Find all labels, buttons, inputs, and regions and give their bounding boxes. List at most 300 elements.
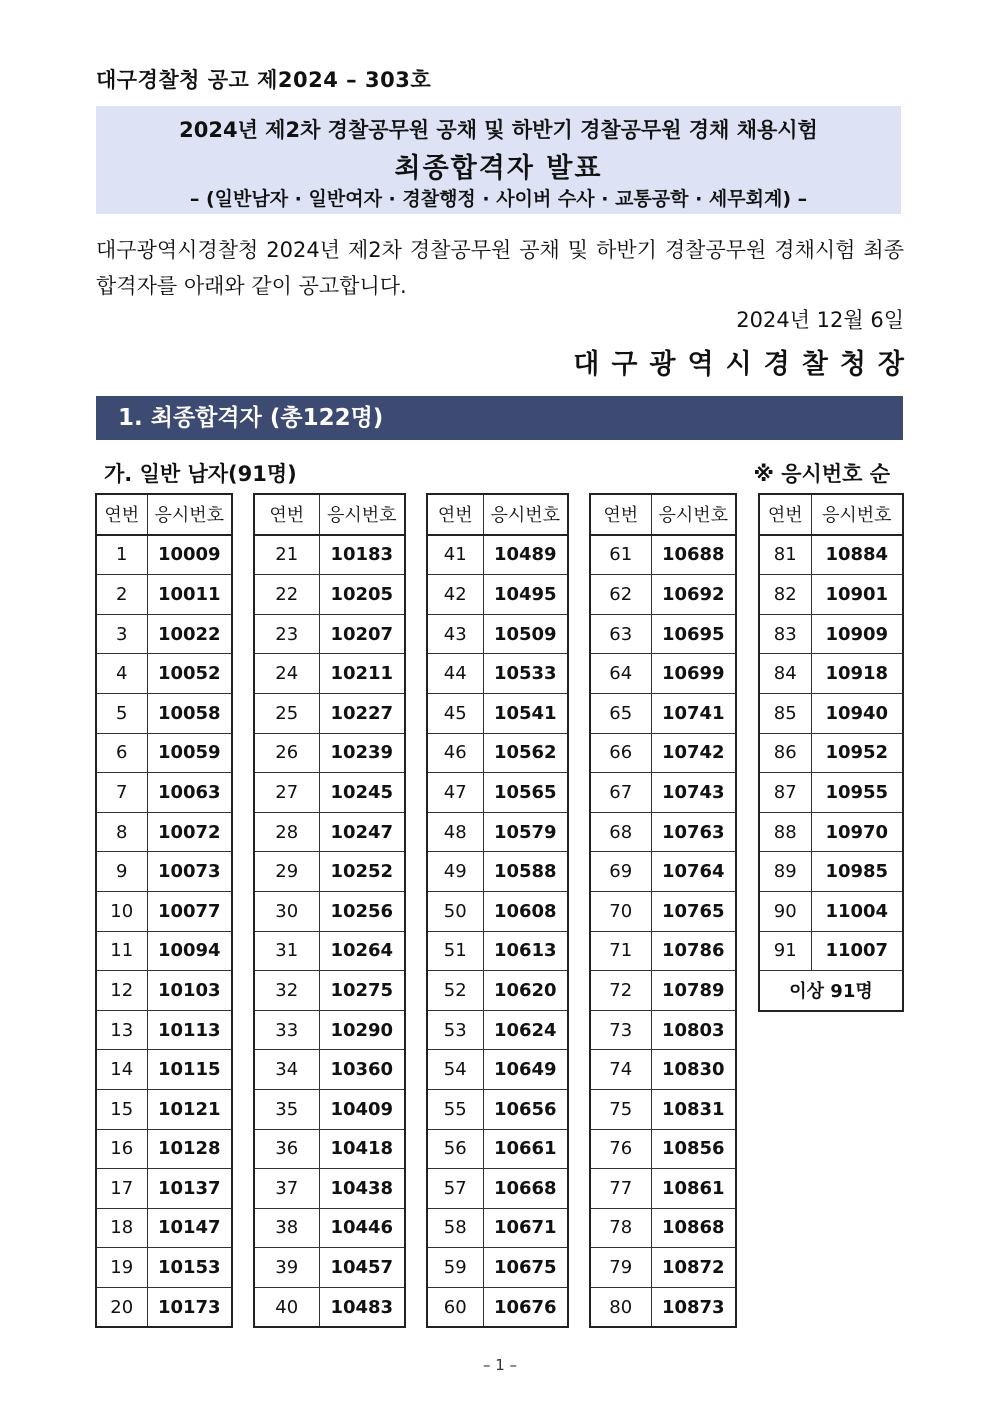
header-seq: 연번: [427, 494, 483, 535]
seq-cell: 89: [759, 852, 811, 892]
table-row: [254, 1208, 405, 1248]
exam-number-cell: 10830: [651, 1050, 736, 1090]
table-row: [590, 1248, 736, 1288]
seq-cell: 73: [590, 1010, 651, 1050]
exam-number-cell: 10446: [319, 1208, 405, 1248]
seq-cell: 62: [590, 575, 651, 615]
seq-cell: 38: [254, 1208, 319, 1248]
seq-cell: 69: [590, 852, 651, 892]
exam-number-cell: 10094: [147, 931, 232, 971]
seq-cell: 43: [427, 614, 483, 654]
seq-cell: 19: [96, 1248, 147, 1288]
exam-number-cell: 10211: [319, 654, 405, 694]
exam-number-cell: 10153: [147, 1248, 232, 1288]
exam-number-cell: 10052: [147, 654, 232, 694]
seq-cell: 7: [96, 773, 147, 813]
exam-number-cell: 10438: [319, 1169, 405, 1209]
exam-number-cell: 10121: [147, 1089, 232, 1129]
exam-number-cell: 10699: [651, 654, 736, 694]
exam-number-cell: 10137: [147, 1169, 232, 1209]
exam-number-cell: 10509: [483, 614, 568, 654]
exam-number-cell: 10918: [811, 654, 903, 694]
seq-cell: 32: [254, 971, 319, 1011]
seq-cell: 55: [427, 1089, 483, 1129]
results-table-3: [426, 493, 569, 1328]
table-row: [759, 693, 903, 733]
table-row: [759, 654, 903, 694]
table-row: [590, 812, 736, 852]
notice-number: 대구경찰청 공고 제2024 – 303호: [96, 68, 432, 92]
seq-cell: 50: [427, 891, 483, 931]
seq-cell: 79: [590, 1248, 651, 1288]
seq-cell: 49: [427, 852, 483, 892]
seq-cell: 71: [590, 931, 651, 971]
seq-cell: 21: [254, 535, 319, 575]
table-row: [759, 614, 903, 654]
seq-cell: 74: [590, 1050, 651, 1090]
seq-cell: 54: [427, 1050, 483, 1090]
exam-number-cell: 10872: [651, 1248, 736, 1288]
table-row: [254, 1089, 405, 1129]
header-seq: 연번: [96, 494, 147, 535]
results-table-1: [95, 493, 233, 1328]
seq-cell: 85: [759, 693, 811, 733]
seq-cell: 51: [427, 931, 483, 971]
seq-cell: 9: [96, 852, 147, 892]
seq-cell: 28: [254, 812, 319, 852]
table-row: [590, 1287, 736, 1327]
seq-cell: 81: [759, 535, 811, 575]
exam-number-cell: 10245: [319, 773, 405, 813]
exam-number-cell: 11004: [811, 891, 903, 931]
seq-cell: 63: [590, 614, 651, 654]
table-row: [427, 575, 568, 615]
table-row: [427, 1010, 568, 1050]
table-row: [254, 971, 405, 1011]
exam-number-cell: 10861: [651, 1169, 736, 1209]
table-row: [96, 1129, 232, 1169]
table-row: [254, 614, 405, 654]
table-row: [759, 852, 903, 892]
seq-cell: 58: [427, 1208, 483, 1248]
seq-cell: 70: [590, 891, 651, 931]
exam-number-cell: 10565: [483, 773, 568, 813]
header-exam-number: 응시번호: [811, 494, 903, 535]
table-row: [96, 693, 232, 733]
seq-cell: 20: [96, 1287, 147, 1327]
table-row: [96, 1248, 232, 1288]
exam-number-cell: 10831: [651, 1089, 736, 1129]
table-row: [427, 1248, 568, 1288]
seq-cell: 61: [590, 535, 651, 575]
table-row: [427, 733, 568, 773]
seq-cell: 52: [427, 971, 483, 1011]
exam-number-cell: 10909: [811, 614, 903, 654]
exam-number-cell: 10077: [147, 891, 232, 931]
exam-number-cell: 10128: [147, 1129, 232, 1169]
seq-cell: 11: [96, 931, 147, 971]
table-row: [254, 1050, 405, 1090]
title-box: [96, 106, 901, 214]
seq-cell: 22: [254, 575, 319, 615]
table-row: [590, 773, 736, 813]
table-row: [96, 773, 232, 813]
exam-number-cell: 10884: [811, 535, 903, 575]
table-row: [590, 614, 736, 654]
seq-cell: 8: [96, 812, 147, 852]
exam-number-cell: 10786: [651, 931, 736, 971]
seq-cell: 5: [96, 693, 147, 733]
table-row: [96, 931, 232, 971]
seq-cell: 31: [254, 931, 319, 971]
seq-cell: 25: [254, 693, 319, 733]
table-row: [254, 1287, 405, 1327]
seq-cell: 16: [96, 1129, 147, 1169]
table-row: [590, 575, 736, 615]
seq-cell: 36: [254, 1129, 319, 1169]
seq-cell: 88: [759, 812, 811, 852]
exam-number-cell: 10873: [651, 1287, 736, 1327]
exam-number-cell: 10676: [483, 1287, 568, 1327]
exam-number-cell: 10418: [319, 1129, 405, 1169]
exam-number-cell: 10562: [483, 733, 568, 773]
exam-number-cell: 10763: [651, 812, 736, 852]
exam-number-cell: 10360: [319, 1050, 405, 1090]
exam-number-cell: 10113: [147, 1010, 232, 1050]
seq-cell: 83: [759, 614, 811, 654]
seq-cell: 67: [590, 773, 651, 813]
seq-cell: 60: [427, 1287, 483, 1327]
table-row: [590, 1050, 736, 1090]
table-header-row: [96, 494, 232, 535]
table-row: [427, 891, 568, 931]
exam-number-cell: 10661: [483, 1129, 568, 1169]
table-row: [96, 1169, 232, 1209]
seq-cell: 37: [254, 1169, 319, 1209]
section-header: 1. 최종합격자 (총122명): [96, 396, 903, 440]
table-row: [96, 891, 232, 931]
header-exam-number: 응시번호: [651, 494, 736, 535]
exam-number-cell: 10252: [319, 852, 405, 892]
exam-number-cell: 10207: [319, 614, 405, 654]
title-line-3: – (일반남자 · 일반여자 · 경찰행정 · 사이버 수사 · 교통공학 · 세무회계) –: [189, 188, 808, 210]
table-row: [254, 1129, 405, 1169]
seq-cell: 34: [254, 1050, 319, 1090]
seq-cell: 72: [590, 971, 651, 1011]
table-row: [427, 931, 568, 971]
table-row: [590, 535, 736, 575]
table-row: [590, 891, 736, 931]
table-row: [254, 1010, 405, 1050]
exam-number-cell: 10742: [651, 733, 736, 773]
table-row: [254, 733, 405, 773]
seq-cell: 27: [254, 773, 319, 813]
table-row: [590, 852, 736, 892]
exam-number-cell: 10147: [147, 1208, 232, 1248]
exam-number-cell: 10668: [483, 1169, 568, 1209]
table-row: [427, 654, 568, 694]
exam-number-cell: 10671: [483, 1208, 568, 1248]
table-row: [96, 852, 232, 892]
table-row: [254, 852, 405, 892]
seq-cell: 24: [254, 654, 319, 694]
subsection-title: 가. 일반 남자(91명): [104, 462, 297, 486]
seq-cell: 53: [427, 1010, 483, 1050]
seq-cell: 33: [254, 1010, 319, 1050]
header-exam-number: 응시번호: [319, 494, 405, 535]
seq-cell: 17: [96, 1169, 147, 1209]
seq-cell: 80: [590, 1287, 651, 1327]
seq-cell: 59: [427, 1248, 483, 1288]
table-row: [96, 812, 232, 852]
table-row: [427, 1169, 568, 1209]
table-row: [96, 733, 232, 773]
table-row: [254, 1248, 405, 1288]
seq-cell: 57: [427, 1169, 483, 1209]
table-row: [427, 852, 568, 892]
table-row: [96, 1050, 232, 1090]
table-row: [590, 1010, 736, 1050]
table-header-row: [427, 494, 568, 535]
table-row: [427, 1287, 568, 1327]
table-row: [759, 733, 903, 773]
seq-cell: 35: [254, 1089, 319, 1129]
table-row: [96, 535, 232, 575]
seq-cell: 23: [254, 614, 319, 654]
exam-number-cell: 10256: [319, 891, 405, 931]
seq-cell: 56: [427, 1129, 483, 1169]
seq-cell: 86: [759, 733, 811, 773]
table-row: [590, 693, 736, 733]
exam-number-cell: 10059: [147, 733, 232, 773]
seq-cell: 78: [590, 1208, 651, 1248]
exam-number-cell: 10649: [483, 1050, 568, 1090]
exam-number-cell: 10901: [811, 575, 903, 615]
seq-cell: 18: [96, 1208, 147, 1248]
exam-number-cell: 10011: [147, 575, 232, 615]
title-line-1: 2024년 제2차 경찰공무원 공채 및 하반기 경찰공무원 경채 채용시험: [179, 118, 818, 142]
seq-cell: 40: [254, 1287, 319, 1327]
exam-number-cell: 10022: [147, 614, 232, 654]
exam-number-cell: 10955: [811, 773, 903, 813]
exam-number-cell: 10239: [319, 733, 405, 773]
table-row: [254, 1169, 405, 1209]
seq-cell: 2: [96, 575, 147, 615]
exam-number-cell: 10688: [651, 535, 736, 575]
seq-cell: 30: [254, 891, 319, 931]
header-exam-number: 응시번호: [147, 494, 232, 535]
table-row: [96, 971, 232, 1011]
results-table-4: [589, 493, 737, 1328]
header-seq: 연번: [254, 494, 319, 535]
exam-number-cell: 10985: [811, 852, 903, 892]
table-row: [96, 1010, 232, 1050]
exam-number-cell: 10579: [483, 812, 568, 852]
exam-number-cell: 10624: [483, 1010, 568, 1050]
exam-number-cell: 10495: [483, 575, 568, 615]
seq-cell: 3: [96, 614, 147, 654]
page-number: – 1 –: [482, 1356, 518, 1374]
table-row: [96, 575, 232, 615]
exam-number-cell: 10803: [651, 1010, 736, 1050]
exam-number-cell: 10290: [319, 1010, 405, 1050]
table-row: [590, 654, 736, 694]
exam-number-cell: 10675: [483, 1248, 568, 1288]
table-row: [254, 773, 405, 813]
table-row: [254, 931, 405, 971]
exam-number-cell: 10608: [483, 891, 568, 931]
exam-number-cell: 11007: [811, 931, 903, 971]
exam-number-cell: 10264: [319, 931, 405, 971]
seq-cell: 68: [590, 812, 651, 852]
table-row: [427, 1208, 568, 1248]
table-row: [427, 1050, 568, 1090]
exam-number-cell: 10483: [319, 1287, 405, 1327]
table-row: [427, 693, 568, 733]
exam-number-cell: 10856: [651, 1129, 736, 1169]
seq-cell: 47: [427, 773, 483, 813]
exam-number-cell: 10275: [319, 971, 405, 1011]
seq-cell: 48: [427, 812, 483, 852]
exam-number-cell: 10741: [651, 693, 736, 733]
seq-cell: 41: [427, 535, 483, 575]
seq-cell: 77: [590, 1169, 651, 1209]
table-row: [427, 1129, 568, 1169]
seq-cell: 84: [759, 654, 811, 694]
table-row: [590, 1089, 736, 1129]
seq-cell: 29: [254, 852, 319, 892]
table-row: [254, 812, 405, 852]
exam-number-cell: 10970: [811, 812, 903, 852]
seq-cell: 45: [427, 693, 483, 733]
table-row: [96, 1089, 232, 1129]
results-table-5: [758, 493, 904, 1012]
header-seq: 연번: [759, 494, 811, 535]
table-row: [759, 535, 903, 575]
table-row: [590, 1169, 736, 1209]
seq-cell: 13: [96, 1010, 147, 1050]
exam-number-cell: 10868: [651, 1208, 736, 1248]
total-row: [759, 971, 903, 1011]
intro-text: 대구광역시경찰청 2024년 제2차 경찰공무원 공채 및 하반기 경찰공무원 경채시험 최종합격자를 아래와 같이 공고합니다.: [96, 238, 904, 298]
seq-cell: 65: [590, 693, 651, 733]
table-row: [590, 971, 736, 1011]
header-exam-number: 응시번호: [483, 494, 568, 535]
exam-number-cell: 10940: [811, 693, 903, 733]
seq-cell: 6: [96, 733, 147, 773]
table-row: [759, 812, 903, 852]
table-row: [96, 614, 232, 654]
table-row: [427, 1089, 568, 1129]
exam-number-cell: 10227: [319, 693, 405, 733]
seq-cell: 1: [96, 535, 147, 575]
seq-cell: 76: [590, 1129, 651, 1169]
table-row: [427, 773, 568, 813]
seq-cell: 82: [759, 575, 811, 615]
exam-number-cell: 10743: [651, 773, 736, 813]
seq-cell: 87: [759, 773, 811, 813]
exam-number-cell: 10183: [319, 535, 405, 575]
table-row: [590, 1208, 736, 1248]
exam-number-cell: 10692: [651, 575, 736, 615]
exam-number-cell: 10173: [147, 1287, 232, 1327]
exam-number-cell: 10765: [651, 891, 736, 931]
exam-number-cell: 10952: [811, 733, 903, 773]
exam-number-cell: 10764: [651, 852, 736, 892]
exam-number-cell: 10072: [147, 812, 232, 852]
title-line-2: 최종합격자 발표: [394, 153, 603, 184]
exam-number-cell: 10541: [483, 693, 568, 733]
table-row: [254, 654, 405, 694]
exam-number-cell: 10247: [319, 812, 405, 852]
exam-number-cell: 10656: [483, 1089, 568, 1129]
seq-cell: 15: [96, 1089, 147, 1129]
exam-number-cell: 10009: [147, 535, 232, 575]
table-row: [254, 575, 405, 615]
table-row: [96, 1208, 232, 1248]
seq-cell: 10: [96, 891, 147, 931]
table-row: [96, 654, 232, 694]
table-row: [254, 693, 405, 733]
table-row: [254, 891, 405, 931]
seq-cell: 46: [427, 733, 483, 773]
exam-number-cell: 10695: [651, 614, 736, 654]
table-row: [759, 891, 903, 931]
table-row: [590, 1129, 736, 1169]
header-seq: 연번: [590, 494, 651, 535]
seq-cell: 90: [759, 891, 811, 931]
exam-number-cell: 10588: [483, 852, 568, 892]
table-row: [759, 931, 903, 971]
seq-cell: 4: [96, 654, 147, 694]
seq-cell: 64: [590, 654, 651, 694]
exam-number-cell: 10103: [147, 971, 232, 1011]
order-note: ※ 응시번호 순: [753, 462, 890, 486]
exam-number-cell: 10457: [319, 1248, 405, 1288]
seq-cell: 75: [590, 1089, 651, 1129]
seq-cell: 39: [254, 1248, 319, 1288]
table-row: [254, 535, 405, 575]
exam-number-cell: 10409: [319, 1089, 405, 1129]
table-row: [590, 733, 736, 773]
seq-cell: 42: [427, 575, 483, 615]
exam-number-cell: 10058: [147, 693, 232, 733]
table-row: [427, 812, 568, 852]
table-row: [427, 535, 568, 575]
table-row: [427, 614, 568, 654]
table-header-row: [590, 494, 736, 535]
table-row: [427, 971, 568, 1011]
exam-number-cell: 10073: [147, 852, 232, 892]
table-row: [759, 773, 903, 813]
table-header-row: [254, 494, 405, 535]
exam-number-cell: 10489: [483, 535, 568, 575]
exam-number-cell: 10533: [483, 654, 568, 694]
table-header-row: [759, 494, 903, 535]
seq-cell: 44: [427, 654, 483, 694]
issuer-name: 대구광역시경찰청장: [573, 349, 916, 380]
seq-cell: 66: [590, 733, 651, 773]
results-table-2: [253, 493, 406, 1328]
exam-number-cell: 10613: [483, 931, 568, 971]
exam-number-cell: 10063: [147, 773, 232, 813]
total-count: 이상 91명: [759, 971, 903, 1011]
seq-cell: 91: [759, 931, 811, 971]
seq-cell: 26: [254, 733, 319, 773]
table-row: [759, 575, 903, 615]
seq-cell: 12: [96, 971, 147, 1011]
seq-cell: 14: [96, 1050, 147, 1090]
